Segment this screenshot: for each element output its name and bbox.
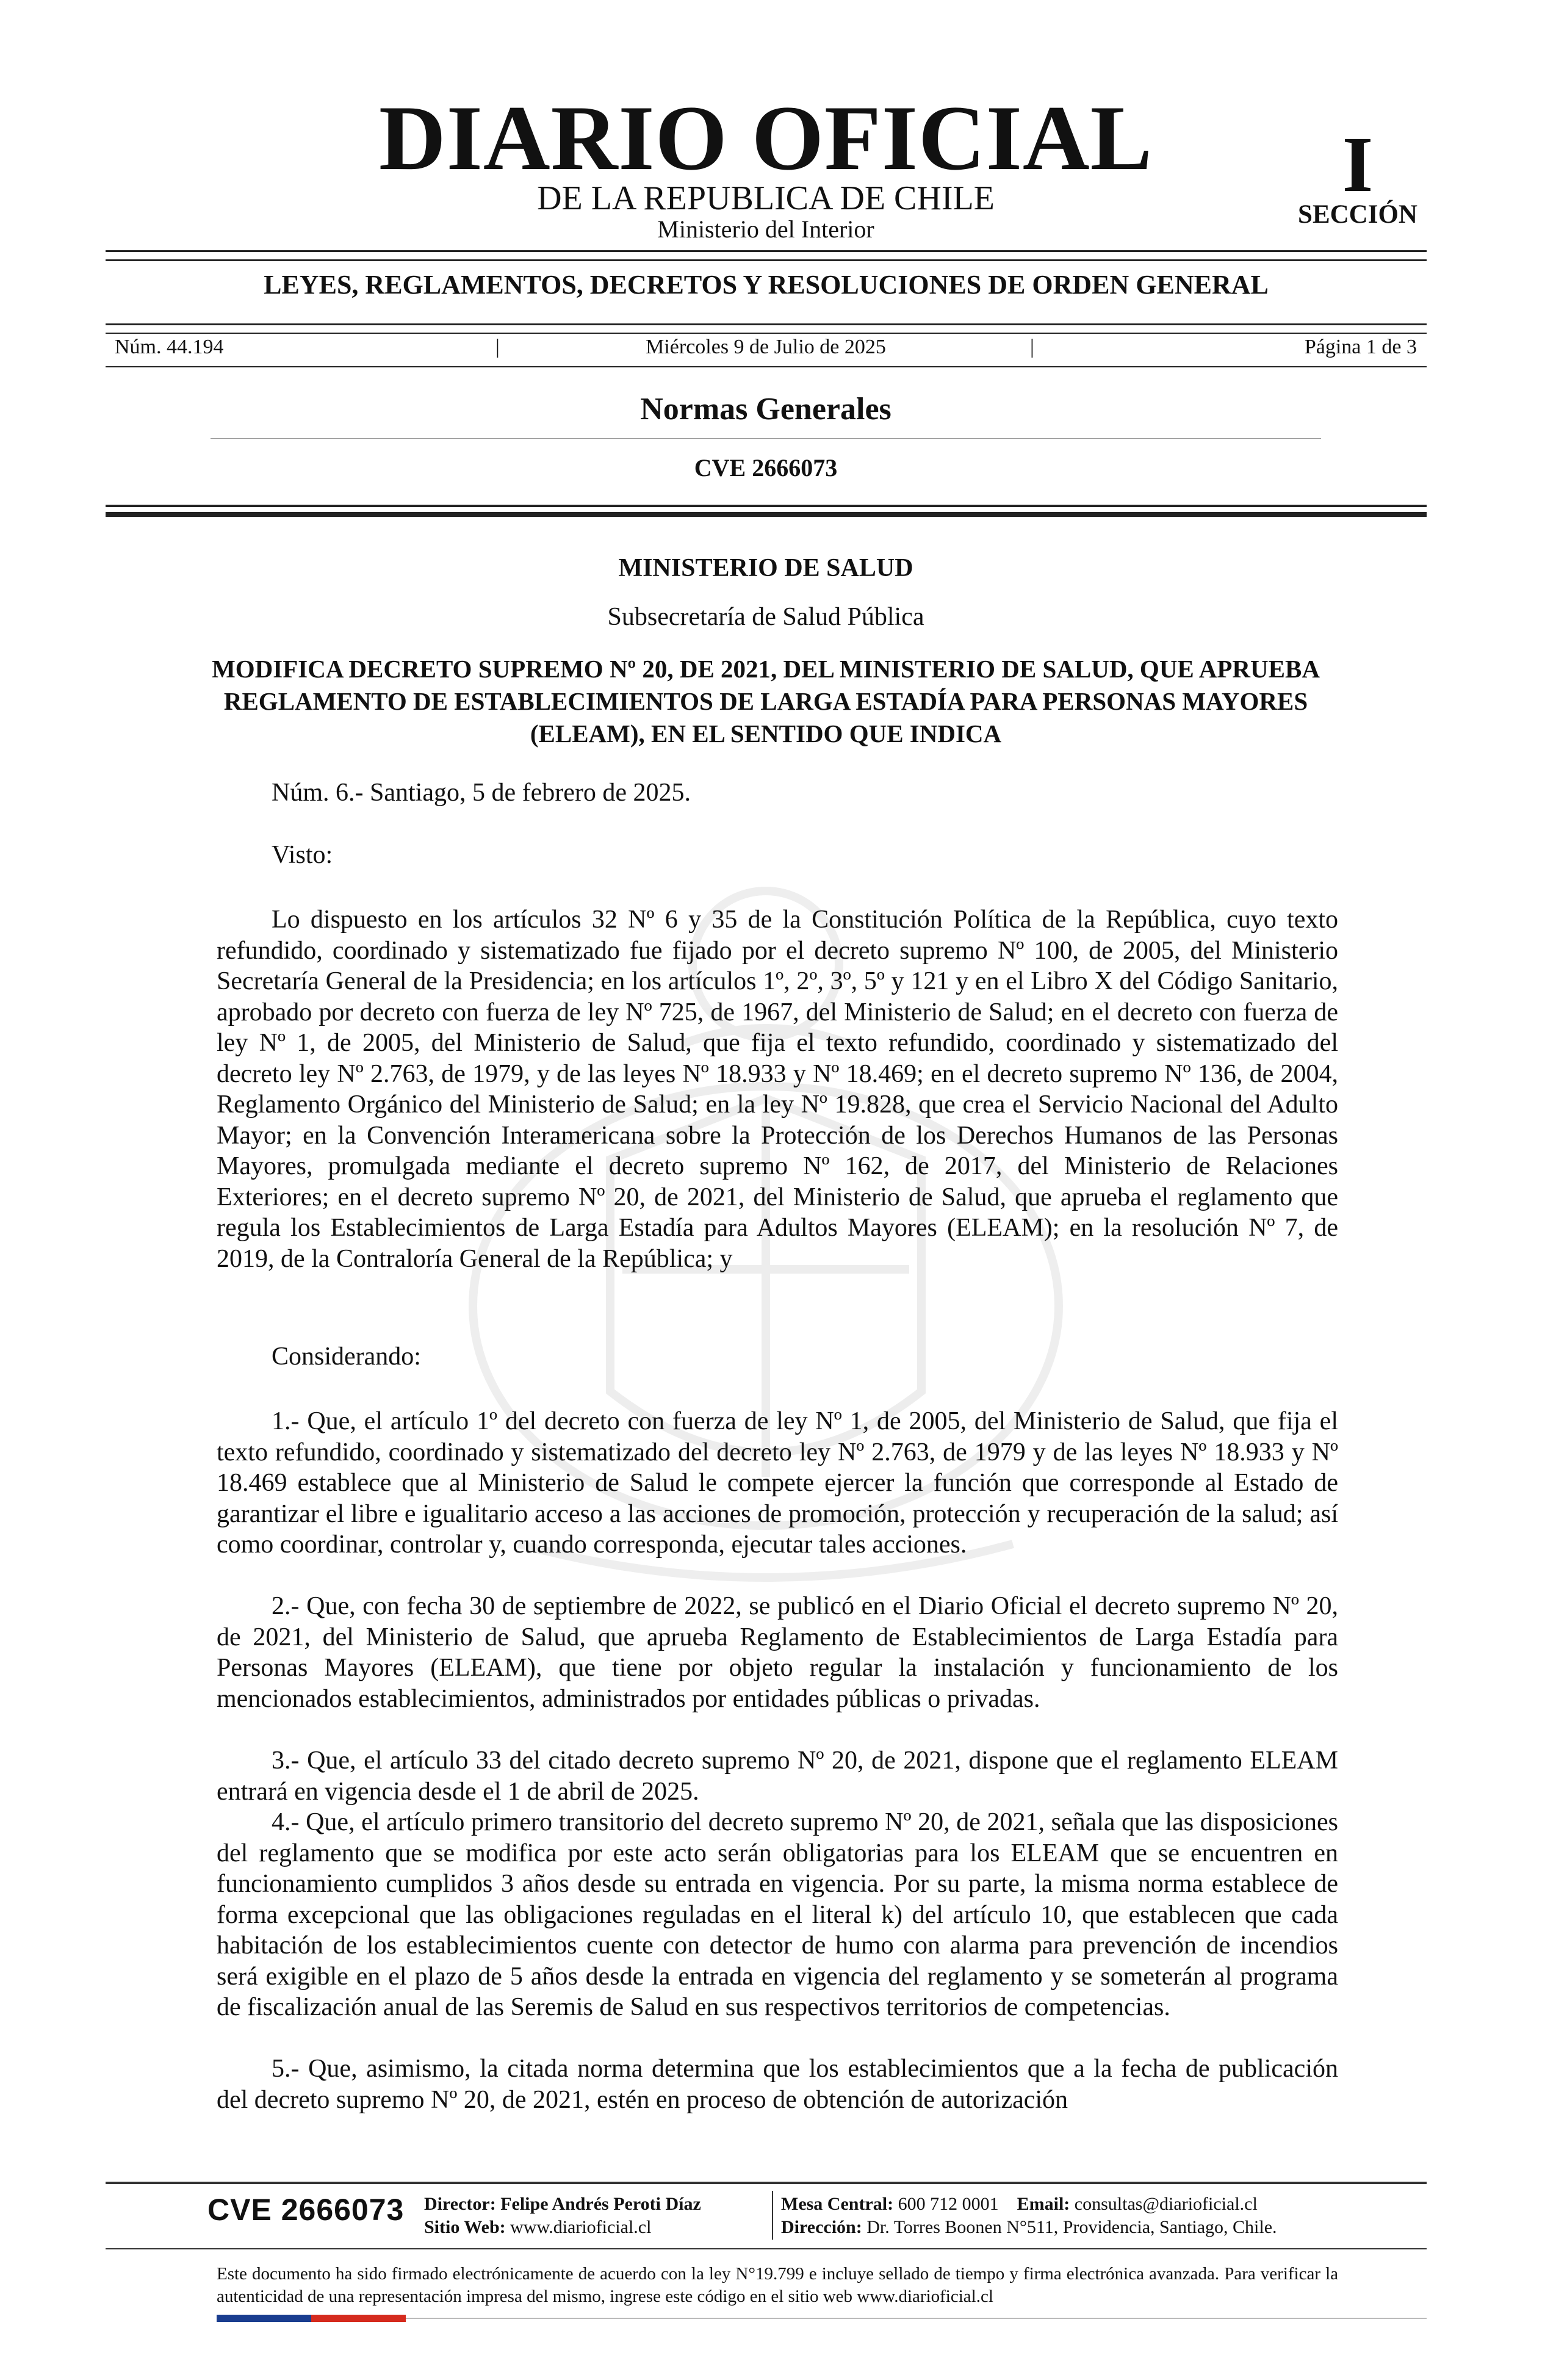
subsecretaria: Subsecretaría de Salud Pública — [607, 603, 924, 631]
divider — [211, 438, 1321, 439]
section-banner: LEYES, REGLAMENTOS, DECRETOS Y RESOLUCIONES DE ORDEN GENERAL — [264, 270, 1269, 300]
issue-date: Miércoles 9 de Julio de 2025 — [646, 336, 886, 358]
issue-separator: | — [495, 336, 500, 358]
phone-label: Mesa Central: — [781, 2194, 894, 2214]
considerando-heading: Considerando: — [272, 1343, 421, 1371]
footer-divider — [106, 2248, 1427, 2249]
cve-code: CVE 2666073 — [694, 454, 838, 481]
masthead-ministry: Ministerio del Interior — [657, 215, 874, 243]
issuing-ministry: MINISTERIO DE SALUD — [618, 554, 913, 582]
director-label: Director: — [424, 2194, 496, 2214]
address-value: Dr. Torres Boonen N°511, Providencia, Santiago, Chile. — [866, 2217, 1277, 2237]
decree-title: MODIFICA DECRETO SUPREMO Nº 20, DE 2021, DEL MINISTERIO DE SALUD, QUE APRUEBA REGLAMENTO DE ESTABLECIMIENTOS DE LARGA ESTADÍA PARA PERSONAS MAYORES (ELEAM), EN EL SENTIDO QUE INDICA — [212, 655, 1320, 748]
divider — [106, 250, 1427, 252]
page-indicator: Página 1 de 3 — [1304, 336, 1417, 358]
flag-red-segment — [311, 2315, 406, 2322]
website-link[interactable]: www.diarioficial.cl — [510, 2217, 652, 2237]
considerando-item: 1.- Que, el artículo 1º del decreto con fuerza de ley Nº 1, de 2005, del Ministerio de Salud, que fija el texto refundido, coordinado y sistematizado del decreto ley Nº 2.763, de 1979 y de las leyes Nº 18.933 y Nº 18.469 establece que al Ministerio de Salud le compete ejercer la función que corresponde al Estado de garantizar el libre e igualitario acceso a las acciones de promoción, protección y recuperación de la salud; así como coordinar, controlar y, cuando corresponda, ejecutar tales acciones. — [217, 1407, 1338, 1559]
footer-director — [424, 2193, 701, 2216]
divider — [106, 259, 1427, 261]
divider — [106, 333, 1427, 334]
issue-separator: | — [1030, 336, 1034, 358]
category-heading: Normas Generales — [640, 392, 891, 427]
divider — [106, 512, 1427, 517]
footer-address — [781, 2216, 1277, 2239]
flag-color-bar — [217, 2315, 406, 2322]
decree-number-line: Núm. 6.- Santiago, 5 de febrero de 2025. — [272, 779, 691, 807]
phone-number: 600 712 0001 — [898, 2194, 999, 2214]
visto-heading: Visto: — [272, 841, 333, 869]
considerando-item: 3.- Que, el artículo 33 del citado decreto supremo Nº 20, de 2021, dispone que el reglamento ELEAM entrará en vigencia desde el 1 de abril de 2025. — [217, 1747, 1338, 1806]
issue-number: Núm. 44.194 — [115, 336, 224, 358]
masthead-title: DIARIO OFICIAL — [378, 87, 1153, 189]
divider — [106, 323, 1427, 325]
email-label: Email: — [1017, 2194, 1070, 2214]
footer-divider — [406, 2318, 1427, 2319]
divider — [106, 505, 1427, 507]
website-label: Sitio Web: — [424, 2217, 506, 2237]
visto-paragraph: Lo dispuesto en los artículos 32 Nº 6 y 35 de la Constitución Política de la República, cuyo texto refundido, coordinado y sistematizado fue fijado por el decreto supremo Nº 100, de 2005, del Ministerio Secretaría General de la Presidencia; en los artículos 1º, 2º, 3º, 5º y 121 y en el Libro X del Código Sanitario, aprobado por decreto con fuerza de ley Nº 725, de 1967, del Ministerio de Salud; en el decreto con fuerza de ley Nº 1, de 2005, del Ministerio de Salud, que fija el texto refundido, coordinado y sistematizado del decreto ley Nº 2.763, de 1979, y de las leyes Nº 18.933 y Nº 18.469; en el decreto supremo Nº 136, de 2004, Reglamento Orgánico del Ministerio de Salud; en la ley Nº 19.828, que crea el Servicio Nacional del Adulto Mayor; en la Convención Interamericana sobre la Protección de los Derechos Humanos de las Personas Mayores, promulgada mediante el decreto supremo Nº 162, de 2017, del Ministerio de Relaciones Exteriores; en el decreto supremo Nº 20, de 2021, del Ministerio de Salud, que aprueba el reglamento que regula los Establecimientos de Larga Estadía para Adultos Mayores (ELEAM); en la resolución Nº 7, de 2019, de la Contraloría General de la República; y — [217, 906, 1338, 1273]
footer-cve-code: CVE 2666073 — [207, 2193, 405, 2227]
email-link[interactable]: consultas@diarioficial.cl — [1074, 2194, 1258, 2214]
footer-contact — [781, 2193, 1258, 2216]
footer-separator — [772, 2191, 773, 2240]
flag-blue-segment — [217, 2315, 311, 2322]
divider — [106, 366, 1427, 367]
considerando-item: 2.- Que, con fecha 30 de septiembre de 2022, se publicó en el Diario Oficial el decreto supremo Nº 20, de 2021, del Ministerio de Salud, que aprueba Reglamento de Establecimientos de Larga Estadía para Personas Mayores (ELEAM), que tiene por objeto regular la instalación y funcionamiento de los mencionados establecimientos, administrados por entidades públicas o privadas. — [217, 1592, 1338, 1713]
considerando-item: 5.- Que, asimismo, la citada norma determina que los establecimientos que a la fecha de publicación del decreto supremo Nº 20, de 2021, estén en proceso de obtención de autorización — [217, 2055, 1338, 2114]
considerando-item: 4.- Que, el artículo primero transitorio del decreto supremo Nº 20, de 2021, señala que las disposiciones del reglamento que se modifica por este acto serán obligatorias para los ELEAM que se encuentren en funcionamiento cumplidos 3 años desde su entrada en vigencia. Por su parte, la misma norma establece de forma excepcional que las obligaciones reguladas en el literal k) del artículo 10, que establecen que cada habitación de los establecimientos cuente con detector de humo con alarma para prevención de incendios será exigible en el plazo de 5 años desde la entrada en vigencia del reglamento y se someterán al programa de fiscalización anual de las Seremis de Salud en sus respectivos territorios de competencias. — [217, 1808, 1338, 2021]
section-numeral: I — [1342, 121, 1374, 209]
footer-website — [424, 2216, 651, 2239]
masthead-subtitle: DE LA REPUBLICA DE CHILE — [537, 179, 995, 217]
footer-disclaimer: Este documento ha sido firmado electrónicamente de acuerdo con la ley N°19.799 e incluye sellado de tiempo y firma electrónica avanzada. Para verificar la autenticidad de una representación impresa del mismo, ingrese este código en el sitio web www.diarioficial.cl — [217, 2264, 1338, 2306]
address-label: Dirección: — [781, 2217, 862, 2237]
section-label: SECCIÓN — [1298, 200, 1417, 229]
director-name: Felipe Andrés Peroti Díaz — [500, 2194, 701, 2214]
footer-divider — [106, 2182, 1427, 2184]
